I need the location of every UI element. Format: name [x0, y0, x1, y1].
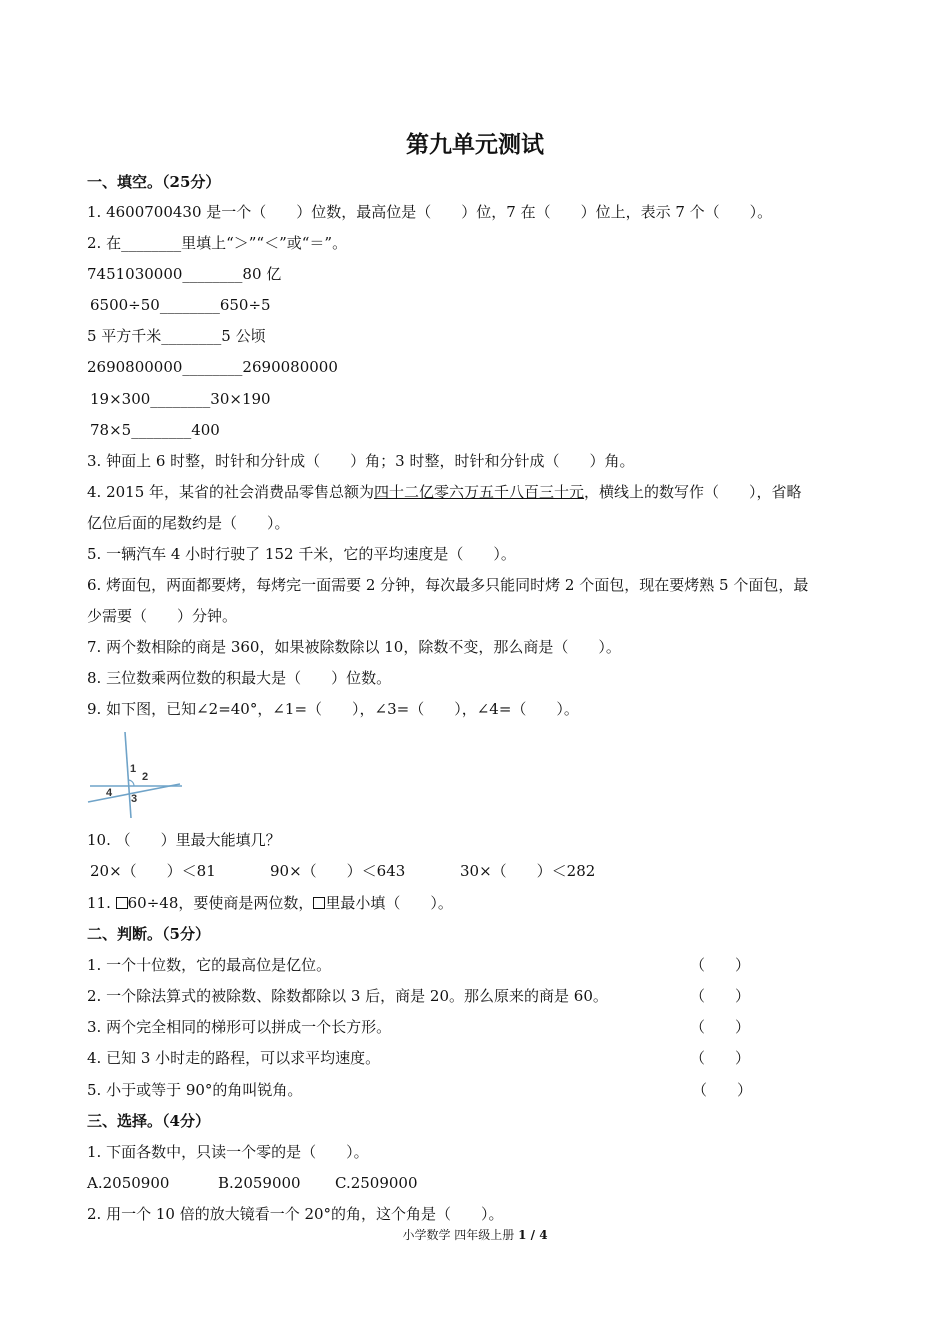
q1-10: 10. （ ）里最大能填几？ [87, 831, 281, 849]
q1-8: 8. 三位数乘两位数的积最大是（ ）位数。 [87, 669, 392, 687]
judge-item: 2. 一个除法算式的被除数、除数都除以 3 后，商是 20。那么原来的商是 60。 [87, 987, 608, 1005]
blank-box-icon [116, 897, 128, 909]
section1-heading: 一、填空。（25分） [87, 173, 221, 191]
q1-9: 9. 如下图，已知∠2=40°，∠1=（ ），∠3=（ ），∠4=（ ）。 [87, 700, 579, 718]
angle-label-1: 1 [130, 763, 137, 775]
choice-option: C.2509000 [335, 1174, 418, 1192]
choice-option: A.2050900 [87, 1174, 170, 1192]
q1-10-item: 90×（ ）＜643 [270, 862, 406, 880]
choice-q1: 1. 下面各数中，只读一个零的是（ ）。 [87, 1143, 369, 1161]
q1-2-item: 19×300________30×190 [90, 390, 271, 408]
q1-2-item: 2690800000________2690080000 [87, 358, 338, 376]
q1-2-item: 78×5________400 [90, 421, 220, 439]
vertical-line [125, 732, 131, 818]
q1-7: 7. 两个数相除的商是 360，如果被除数除以 10，除数不变，那么商是（ ）。 [87, 638, 621, 656]
judge-item: 5. 小于或等于 90°的角叫锐角。 [87, 1081, 303, 1099]
choice-q2: 2. 用一个 10 倍的放大镜看一个 20°的角，这个角是（ ）。 [87, 1205, 504, 1223]
q1-6-line2: 少需要（ ）分钟。 [87, 607, 238, 625]
judge-item: 1. 一个十位数，它的最高位是亿位。 [87, 956, 332, 974]
q1-4: 4. 2015 年，某省的社会消费品零售总额为四十二亿零六万五千八百三十元，横线上的数写作（ ），省略 [87, 483, 802, 501]
q1-5: 5. 一辆汽车 4 小时行驶了 152 千米，它的平均速度是（ ）。 [87, 545, 516, 563]
judge-answer-paren: （ ） [690, 956, 751, 974]
q1-2-item: 6500÷50________650÷5 [90, 296, 271, 314]
judge-answer-paren: （ ） [692, 1081, 753, 1099]
q1-4-line2: 亿位后面的尾数约是（ ）。 [87, 514, 290, 532]
angle-label-2: 2 [142, 771, 149, 783]
q1-10-item: 30×（ ）＜282 [460, 862, 596, 880]
judge-item: 3. 两个完全相同的梯形可以拼成一个长方形。 [87, 1018, 392, 1036]
q1-11: 11. 60÷48，要使商是两位数， 里最小填（ ）。 [87, 894, 453, 912]
page-number: 1 / 4 [518, 1228, 548, 1242]
judge-answer-paren: （ ） [690, 1018, 751, 1036]
page-title: 第九单元测试 [406, 131, 544, 158]
q1-2-item: 7451030000________80 亿 [87, 265, 282, 283]
judge-answer-paren: （ ） [690, 1049, 751, 1067]
section2-heading: 二、判断。（5分） [87, 925, 210, 943]
q1-10-item: 20×（ ）＜81 [90, 862, 216, 880]
q1-2: 2. 在________里填上“＞”“＜”或“＝”。 [87, 234, 348, 252]
page-footer: 小学数学 四年级上册 1 / 4 [402, 1228, 548, 1242]
blank-box-icon [313, 897, 325, 909]
angle-label-4: 4 [106, 787, 113, 799]
q1-3: 3. 钟面上 6 时整，时针和分针成（ ）角；3 时整，时针和分针成（ ）角。 [87, 452, 635, 470]
q1-2-item: 5 平方千米________5 公顷 [87, 327, 266, 345]
q1-1: 1. 4600700430 是一个（ ）位数，最高位是（ ）位，7 在（ ）位上，表示 7 个（ ）。 [87, 203, 773, 221]
choice-option: B.2059000 [218, 1174, 301, 1192]
angle-label-3: 3 [131, 793, 138, 805]
judge-answer-paren: （ ） [690, 987, 751, 1005]
q1-6: 6. 烤面包，两面都要烤，每烤完一面需要 2 分钟，每次最多只能同时烤 2 个面包，现在要烤熟 5 个面包，最 [87, 576, 809, 594]
angle-figure [84, 728, 188, 820]
q1-4-underlined: 四十二亿零六万五千八百三十元 [374, 483, 585, 501]
judge-item: 4. 已知 3 小时走的路程，可以求平均速度。 [87, 1049, 381, 1067]
section3-heading: 三、选择。（4分） [87, 1112, 210, 1130]
